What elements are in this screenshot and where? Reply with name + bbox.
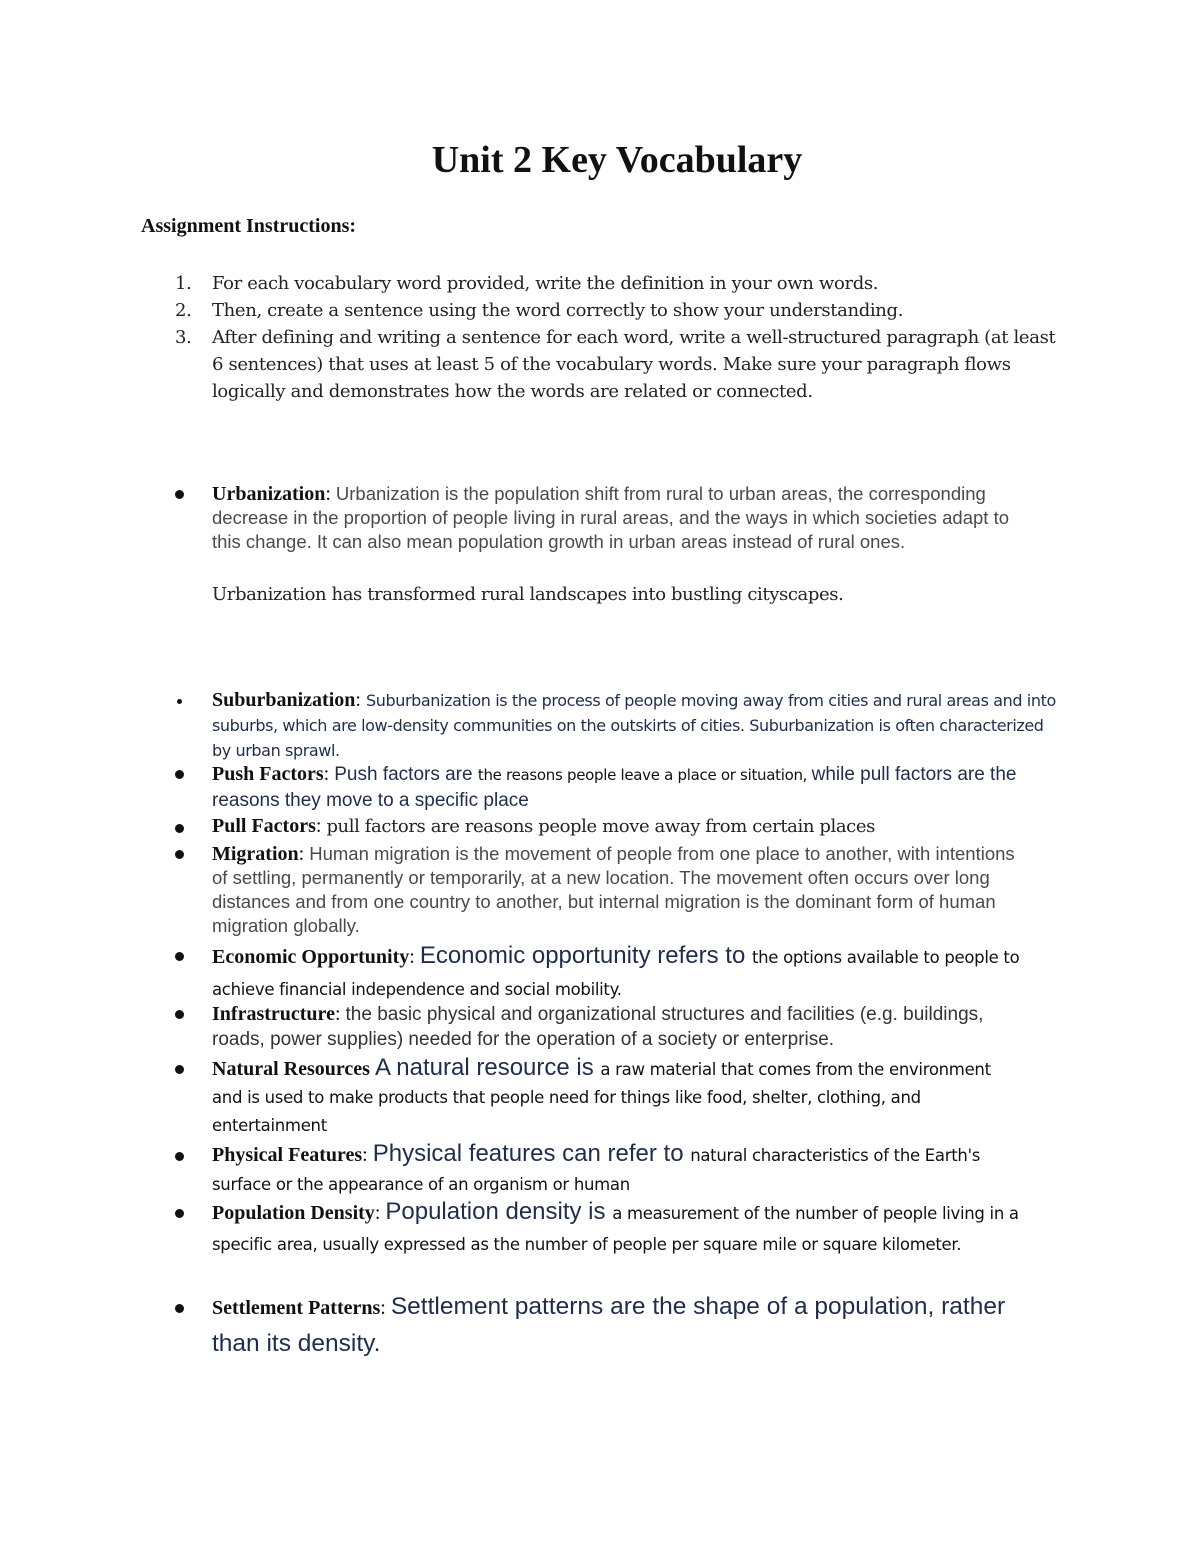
bullet-icon	[175, 1010, 184, 1019]
vocab-definition-part: Physical features can refer to	[372, 1140, 691, 1167]
bullet-icon	[177, 699, 182, 704]
term-separator: :	[362, 1144, 373, 1166]
term-separator: :	[334, 1003, 346, 1025]
vocab-text	[212, 1290, 1032, 1364]
vocab-text	[212, 1002, 1002, 1052]
vocab-definition: Suburbanization is the process of people moving away from cities and rural areas and into suburbs, which are low-density communities on the outskirts of cities. Suburbanization is often characterized by urban sprawl.	[212, 691, 1056, 760]
vocab-definition-part: Population density is	[385, 1198, 613, 1225]
vocab-text	[212, 762, 1062, 814]
term-separator: :	[355, 689, 366, 711]
vocab-term: Natural Resources	[212, 1058, 370, 1080]
vocab-definition-part: Push factors are	[334, 764, 478, 785]
vocab-term: Economic Opportunity	[212, 946, 410, 968]
vocab-term: Infrastructure	[212, 1003, 335, 1025]
vocab-text	[212, 1140, 1012, 1200]
instruction-text: Then, create a sentence using the word correctly to show your understanding.	[212, 300, 904, 321]
vocab-text	[212, 1054, 1012, 1140]
instruction-text: After defining and writing a sentence for each word, write a well-structured paragraph (at least 6 sentences) that uses at least 5 of the vocabulary words. Make sure your paragraph flows logically and demonstrates how the words are related or connected.	[212, 327, 1056, 402]
vocab-definition: Settlement patterns are the shape of a population, rather than its density.	[212, 1293, 1006, 1357]
vocab-text	[212, 1197, 1037, 1261]
vocab-definition: the basic physical and organizational structures and facilities (e.g. buildings, roads, power supplies) needed for the operation of a society or enterprise.	[212, 1004, 984, 1050]
instruction-number: 3.	[175, 327, 192, 348]
vocab-definition: Human migration is the movement of people from one place to another, with intentions of settling, permanently or temporarily, at a new location. The movement often occurs over long distances and from one country to another, but internal migration is the dominant form of human migration globally.	[212, 843, 1015, 936]
vocab-definition-part: a raw material that comes from the environment and is used to make products that people need for things like food, shelter, clothing, and entertainment	[212, 1060, 991, 1135]
vocab-definition-part: natural characteristics of the Earth's surface or the appearance of an organism or human	[212, 1146, 981, 1194]
instruction-text: For each vocabulary word provided, write the definition in your own words.	[212, 273, 879, 294]
vocab-term: Settlement Patterns	[212, 1297, 381, 1319]
vocab-term: Physical Features	[212, 1144, 363, 1166]
vocab-text	[212, 482, 1042, 605]
term-separator: :	[325, 483, 336, 505]
vocab-term: Push Factors	[212, 763, 324, 785]
bullet-icon	[175, 952, 184, 961]
vocab-text	[212, 940, 1042, 1006]
term-separator: :	[380, 1297, 391, 1319]
instruction-item	[141, 297, 1071, 324]
vocab-definition-part: the options available to people to achieve financial independence and social mobility.	[212, 948, 1020, 999]
vocab-definition-part: A natural resource is	[374, 1054, 601, 1081]
bullet-icon	[175, 490, 184, 499]
bullet-icon	[175, 770, 184, 779]
vocab-text	[212, 842, 1032, 938]
bullet-icon	[175, 850, 184, 859]
bullet-icon	[175, 1065, 184, 1074]
vocab-definition-part: a measurement of the number of people living in a specific area, usually expressed as the number of people per square mile or square kilometer.	[212, 1204, 1019, 1254]
instructions-list	[141, 270, 1071, 405]
instruction-item	[141, 324, 1071, 405]
vocab-definition: Urbanization is the population shift from rural to urban areas, the corresponding decrease in the proportion of people living in rural areas, and the ways in which societies adapt to this change. It can also mean population growth in urban areas instead of rural ones.	[212, 483, 1009, 552]
instruction-number: 2.	[175, 300, 192, 321]
vocab-text	[212, 688, 1057, 764]
bullet-icon	[175, 1209, 184, 1218]
vocab-term: Urbanization	[212, 483, 326, 505]
instruction-number: 1.	[175, 273, 192, 294]
instructions-heading: Assignment Instructions:	[141, 215, 357, 237]
vocab-term: Migration	[212, 843, 299, 865]
term-separator: :	[315, 815, 327, 837]
vocab-term: Suburbanization	[212, 689, 356, 711]
bullet-icon	[175, 1152, 184, 1161]
vocab-definition-part: while pull factors are the reasons they move to a specific place	[212, 764, 1017, 811]
vocab-definition-part: Economic opportunity refers to	[419, 942, 752, 969]
page-title: Unit 2 Key Vocabulary	[431, 139, 803, 181]
vocab-term: Pull Factors	[212, 815, 316, 837]
vocab-term: Population Density	[212, 1202, 375, 1224]
term-separator: :	[298, 843, 310, 865]
vocab-definition: pull factors are reasons people move away from certain places	[326, 816, 875, 837]
bullet-icon	[175, 1304, 184, 1313]
term-separator: :	[409, 946, 420, 968]
term-separator: :	[374, 1202, 386, 1224]
vocab-definition-part: the reasons people leave a place or situation,	[477, 766, 812, 784]
term-separator: :	[323, 763, 335, 785]
vocab-text	[212, 815, 1072, 838]
bullet-icon	[175, 824, 184, 833]
instruction-item	[141, 270, 1071, 297]
vocab-sentence: Urbanization has transformed rural landscapes into bustling cityscapes.	[212, 584, 844, 605]
